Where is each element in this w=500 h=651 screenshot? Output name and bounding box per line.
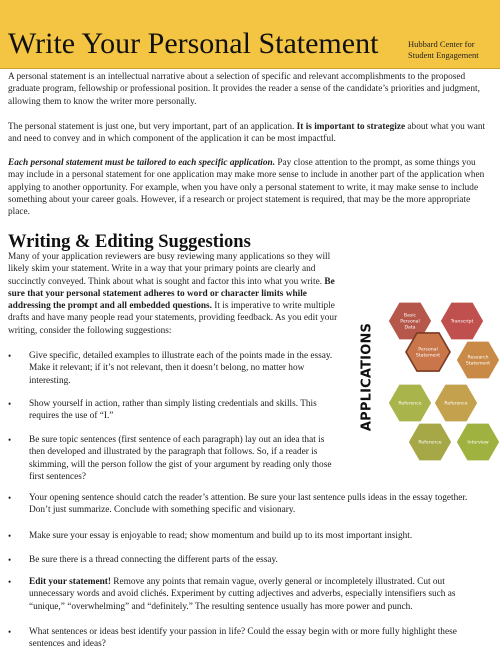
bullet-edit-bold: Edit your statement! (29, 577, 111, 587)
hex-label: Transcript (450, 319, 474, 325)
bullet-text: Your opening sentence should catch the reader’s attention. Be sure your last sentence pulls ideas in the essay together. Don’t just summarize. Conclude with something specific and visionary. (29, 493, 468, 516)
hex-label: Reference (418, 440, 442, 446)
bullet-text: Be sure topic sentences (first sentence of each paragraph) lay out an idea that is then developed and illustrated by the paragraph that follows. So, if a reader is skimming, will the person follow the gist of your argument by reading only those first sentences? (29, 435, 332, 482)
hex-label: Basic (403, 313, 417, 319)
hex-tile (388, 384, 432, 422)
bullet-marker: • (8, 435, 12, 445)
intro-p3-text: Pay close attention to the prompt, as some things you may include in a personal statement for one application may make more sense to include in another part of the application when applying to another opportunity. For example, when you have only a personal statement to write, it may make sense to include something about your career goals. However, if a research or project statement is required, that may be the more appropriate place. (8, 158, 485, 218)
hex-tile (456, 341, 500, 379)
section-p-text-b: It is imperative to write multiple drafts and have many people read your statements, providing feedback. As you edit your writing, consider the following suggestions: (8, 301, 338, 336)
hex-label: Statement (415, 353, 441, 359)
bullet-marker: • (8, 493, 12, 503)
bullet-text: Make sure your essay is enjoyable to read; show momentum and build up to its most important insight. (29, 531, 413, 541)
bullet-text: Show yourself in action, rather than simply listing credentials and skills. This requires the use of “I.” (29, 399, 317, 422)
org-name-line1: Hubbard Center for (408, 39, 475, 49)
page-title: Write Your Personal Statement (8, 27, 379, 60)
section-paragraph (8, 251, 346, 337)
bullet-text: Be sure there is a thread connecting the different parts of the essay. (29, 555, 278, 565)
bullet-text: What sentences or ideas best identify your passion in life? Could the essay begin with or more fully highlight these sentences and ideas? (29, 627, 457, 650)
applications-label-text: APPLICATIONS (359, 322, 375, 432)
bullet-marker: • (8, 531, 12, 541)
hex-label: Research (467, 355, 489, 361)
intro-paragraph-2 (8, 121, 492, 146)
org-name-line2: Student Engagement (408, 50, 479, 60)
section-heading: Writing & Editing Suggestions (8, 232, 251, 252)
intro-paragraph-1: A personal statement is an intellectual narrative about a selection of specific and relevant accomplishments to the proposed graduate program, fellowship or professional position. It provides the reader a sense of the candidate’s priorities and judgment, allowing them to know the writer more personally. (8, 72, 480, 107)
bullet-edit-rest: Remove any points that remain vague, overly general or incompletely illustrated. Cut out unnecessary words and avoid clichés. Experiment by cutting adjectives and adverbs, especially intensifiers such as “unique,” “overwhelming” and “definitely.” The resulting sentence usually has more power and punch. (29, 577, 456, 612)
intro-paragraph-3 (8, 157, 492, 218)
page-header (0, 0, 500, 68)
hex-label: Reference (444, 401, 468, 407)
bullet-text: Give specific, detailed examples to illustrate each of the points made in the essay. Make it relevant; if it’s not relevant, then it doesn’t belong, no matter how interesting. (29, 351, 333, 386)
intro-p2-text-b: about what you want and need to convey and in which component of the application it can be most impactful. (8, 122, 486, 145)
bullet-marker: • (8, 399, 12, 409)
hex-tile (440, 302, 484, 340)
intro-p3-bold-italic: Each personal statement must be tailored to each specific application. (8, 158, 276, 168)
hex-tile (456, 423, 500, 461)
intro-p2-text-a: The personal statement is just one, but very important, part of an application. (8, 122, 297, 132)
hex-tile (408, 423, 452, 461)
hex-label: Personal (400, 319, 420, 325)
bullet-marker: • (8, 555, 12, 565)
section-p-text-a: Many of your application reviewers are busy reviewing many applications so they will likely skim your statement. Write in a way that your primary points are clearly and succinctly conveyed. Think about what is sought and factor this into what you write. (8, 252, 331, 287)
bullet-text (29, 576, 491, 613)
hex-label: Statement (465, 361, 491, 367)
bullet-marker: • (8, 627, 12, 637)
hex-label: Data (404, 325, 416, 331)
hex-tile (434, 384, 478, 422)
bullet-marker: • (8, 577, 12, 587)
header-divider (0, 68, 500, 69)
intro-p2-bold: It is important to strategize (296, 122, 406, 132)
applications-hex-diagram (352, 294, 500, 470)
hex-label: Reference (398, 401, 422, 407)
org-name (408, 39, 490, 61)
hex-label: Personal (418, 347, 438, 353)
section-p-bold: Be sure that your personal statement adheres to word or character limits while addressing the prompt and all embedded questions. (8, 276, 335, 312)
bullet-marker: • (8, 351, 12, 361)
hex-label: Interview (467, 440, 489, 446)
